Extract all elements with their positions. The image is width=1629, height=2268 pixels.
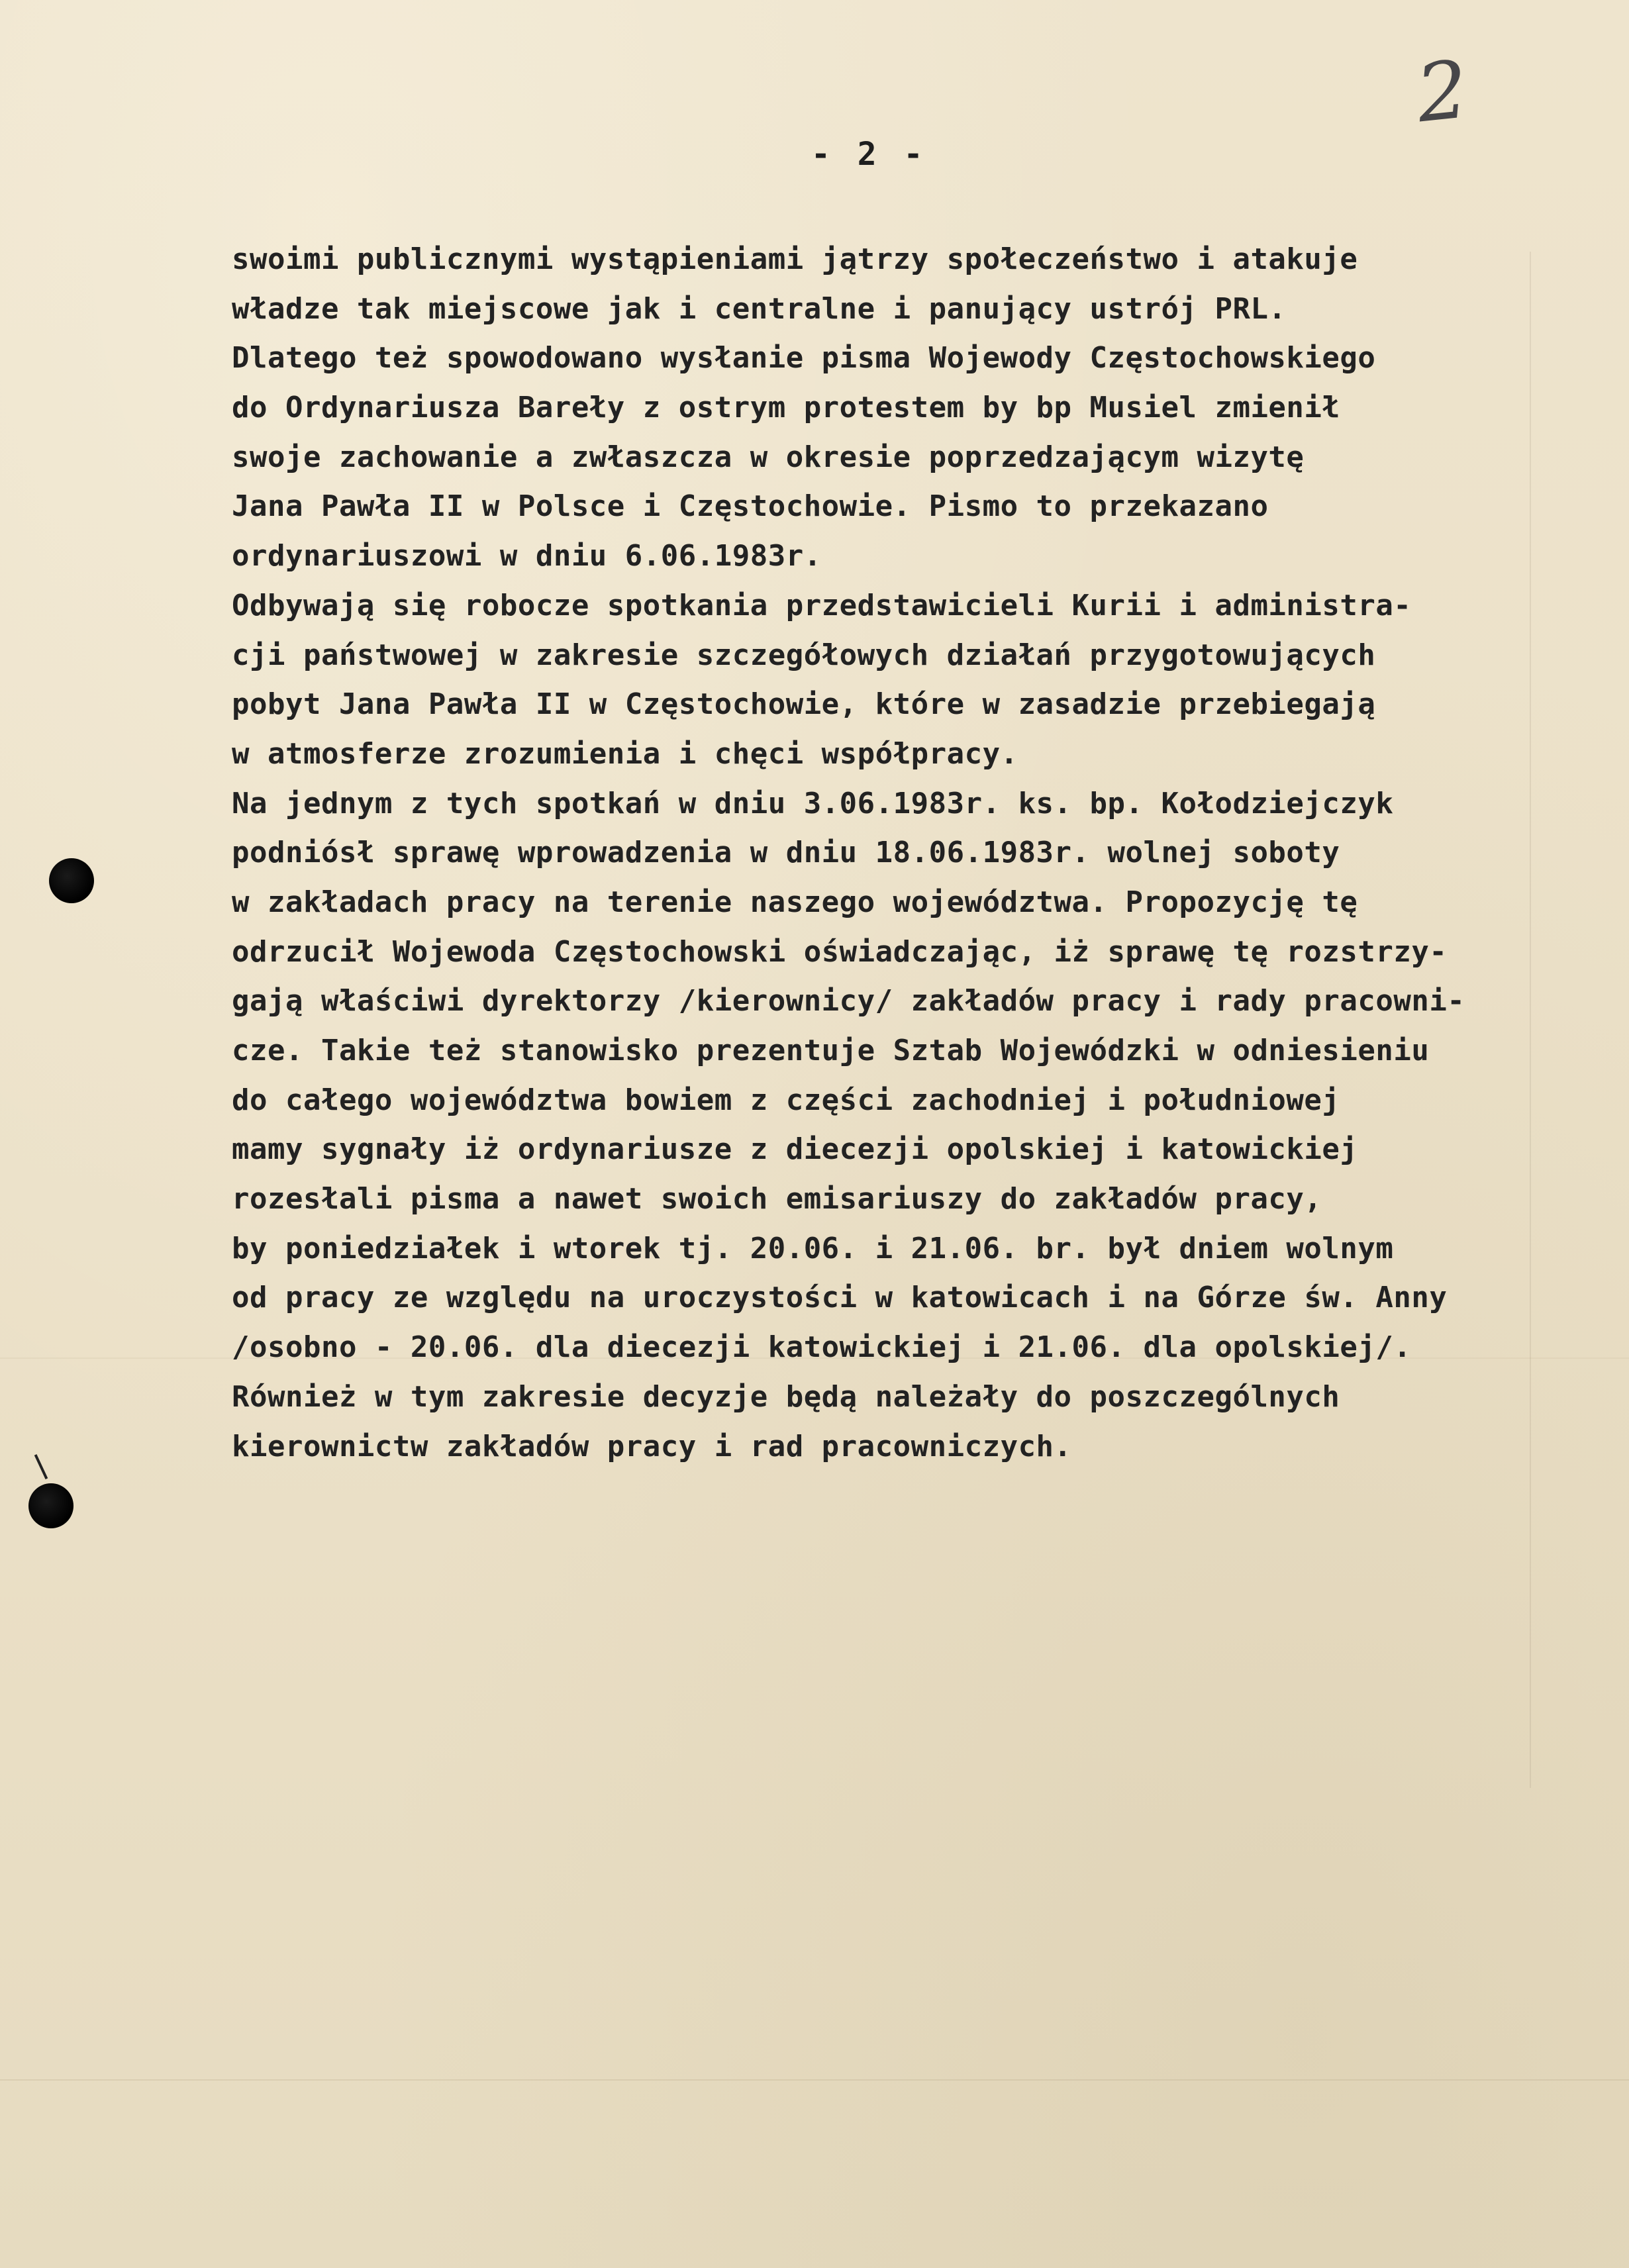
text-line: cze. Takie też stanowisko prezentuje Sztab Wojewódzki w odniesieniu	[232, 1034, 1430, 1067]
text-line: Również w tym zakresie decyzje będą należały do poszczególnych	[232, 1379, 1340, 1414]
page-number: - 2 -	[811, 136, 927, 173]
text-line: władze tak miejscowe jak i centralne i panujący ustrój PRL.	[232, 291, 1287, 326]
text-line: rozesłali pisma a nawet swoich emisariuszy do zakładów pracy,	[232, 1182, 1322, 1216]
punch-hole-icon	[49, 858, 94, 903]
text-line: kierownictw zakładów pracy i rad pracowniczych.	[232, 1429, 1072, 1463]
text-line: swoimi publicznymi wystąpieniami jątrzy społeczeństwo i atakuje	[232, 242, 1358, 276]
text-line: cji państwowej w zakresie szczegółowych działań przygotowujących	[232, 638, 1376, 672]
text-line: Dlatego też spowodowano wysłanie pisma Wojewody Częstochowskiego	[232, 341, 1376, 375]
pencil-tick-mark	[34, 1454, 48, 1479]
text-line: w zakładach pracy na terenie naszego województwa. Propozycję tę	[232, 885, 1358, 919]
paper-fold-line	[0, 2079, 1629, 2081]
text-line: podniósł sprawę wprowadzenia w dniu 18.06.1983r. wolnej soboty	[232, 836, 1340, 870]
text-line: swoje zachowanie a zwłaszcza w okresie poprzedzającym wizytę	[232, 440, 1305, 474]
text-line: pobyt Jana Pawła II w Częstochowie, które w zasadzie przebiegają	[232, 687, 1376, 722]
text-line: od pracy ze względu na uroczystości w katowicach i na Górze św. Anny	[232, 1281, 1448, 1315]
punch-hole-icon	[28, 1483, 74, 1528]
text-line: ordynariuszowi w dniu 6.06.1983r.	[232, 539, 822, 573]
text-line: do całego województwa bowiem z części zachodniej i południowej	[232, 1083, 1340, 1117]
text-line: gają właściwi dyrektorzy /kierownicy/ zakładów pracy i rady pracowni-	[232, 984, 1465, 1018]
text-line: odrzucił Wojewoda Częstochowski oświadczając, iż sprawę tę rozstrzy-	[232, 934, 1448, 969]
text-line: w atmosferze zrozumienia i chęci współpracy.	[232, 736, 1018, 771]
text-line: by poniedziałek i wtorek tj. 20.06. i 21.06. br. był dniem wolnym	[232, 1231, 1394, 1265]
text-line: Jana Pawła II w Polsce i Częstochowie. Pismo to przekazano	[232, 489, 1269, 524]
text-line: /osobno - 20.06. dla diecezji katowickiej i 21.06. dla opolskiej/.	[232, 1330, 1412, 1365]
text-line: Na jednym z tych spotkań w dniu 3.06.1983r. ks. bp. Kołodziejczyk	[232, 786, 1394, 820]
typewritten-body	[232, 235, 1596, 1471]
text-line: do Ordynariusza Bareły z ostrym protestem by bp Musiel zmienił	[232, 391, 1340, 425]
text-line: Odbywają się robocze spotkania przedstawicieli Kurii i administra-	[232, 588, 1412, 622]
text-line: mamy sygnały iż ordynariusze z diecezji opolskiej i katowickiej	[232, 1132, 1358, 1167]
handwritten-page-mark: 2	[1412, 44, 1469, 141]
